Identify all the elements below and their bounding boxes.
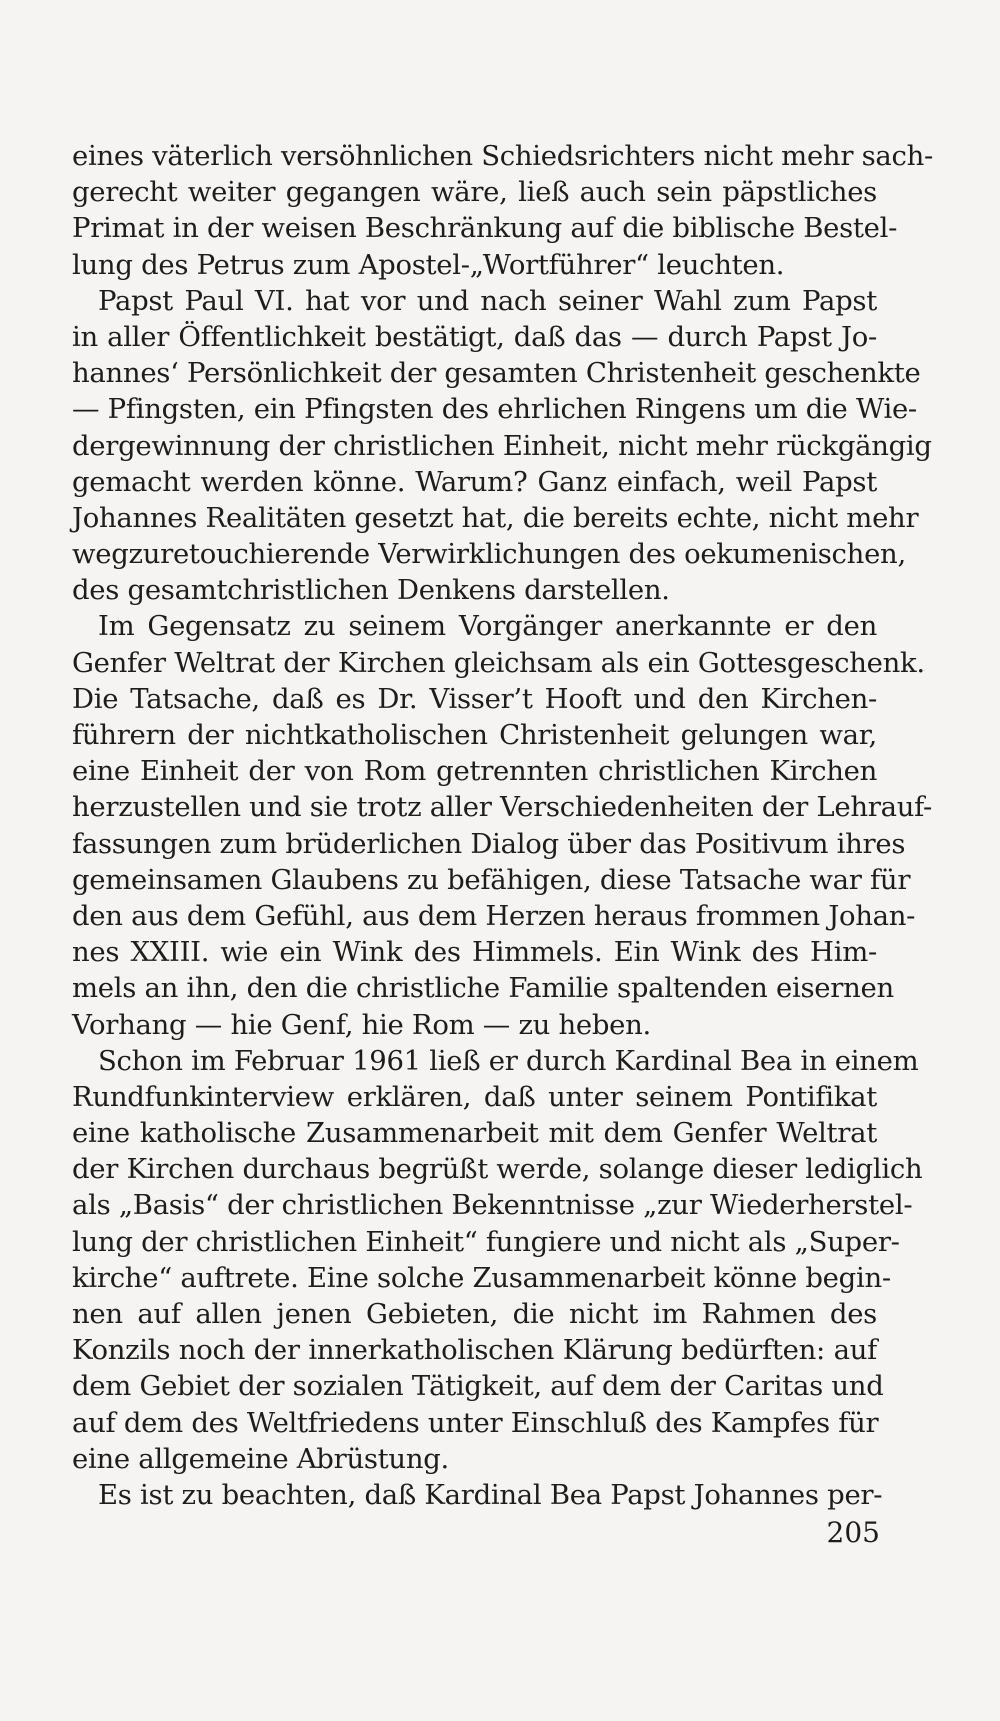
text-line: eine allgemeine Abrüstung. [72, 1442, 449, 1475]
text-line: nes XXIII. wie ein Wink des Himmels. Ein Wink des Him- [72, 936, 877, 969]
text-line: fassungen zum brüderlichen Dialog über das Positivum ihres [72, 827, 906, 860]
text-line: eines väterlich versöhnlichen Schiedsrichters nicht mehr sach- [72, 140, 934, 172]
text-line: Im Gegensatz zu seinem Vorgänger anerkannte er den [98, 610, 877, 643]
text-line: lung der christlichen Einheit“ fungiere und nicht als „Super- [72, 1225, 900, 1258]
text-line: Papst Paul VI. hat vor und nach seiner Wahl zum Papst [98, 284, 877, 317]
text-line: lung des Petrus zum Apostel-„Wortführer“ leuchten. [72, 248, 785, 281]
text-line: nen auf allen jenen Gebieten, die nicht im Rahmen des [72, 1298, 877, 1330]
text-line: auf dem des Weltfriedens unter Einschluß des Kampfes für [72, 1406, 879, 1439]
text-line: Konzils noch der innerkatholischen Klärung bedürften: auf [72, 1334, 877, 1367]
text-line: den aus dem Gefühl, aus dem Herzen heraus frommen Johan- [72, 899, 916, 932]
text-line: eine Einheit der von Rom getrennten christlichen Kirchen [72, 755, 877, 788]
text-line: eine katholische Zusammenarbeit mit dem Genfer Weltrat [72, 1117, 877, 1150]
text-line: Schon im Februar 1961 ließ er durch Kardinal Bea in einem [98, 1044, 919, 1077]
text-line: Die Tatsache, daß es Dr. Visser’t Hooft und den Kirchen- [72, 682, 877, 715]
text-line: in aller Öffentlichkeit bestätigt, daß das — durch Papst Jo- [72, 320, 877, 353]
text-line: Genfer Weltrat der Kirchen gleichsam als ein Gottesgeschenk. [72, 646, 925, 679]
text-line: — Pfingsten, ein Pfingsten des ehrlichen Ringens um die Wie- [72, 393, 917, 426]
text-line: kirche“ auftrete. Eine solche Zusammenarbeit könne begin- [72, 1261, 891, 1294]
text-line: dem Gebiet der sozialen Tätigkeit, auf dem der Caritas und [72, 1370, 884, 1403]
text-line: gemeinsamen Glaubens zu befähigen, diese Tatsache war für [72, 863, 911, 896]
text-line: Vorhang — hie Genf, hie Rom — zu heben. [72, 1008, 651, 1041]
text-line: des gesamtchristlichen Denkens darstellen. [72, 574, 670, 607]
text-line: mels an ihn, den die christliche Familie spaltenden eisernen [72, 972, 894, 1005]
text-line: Es ist zu beachten, daß Kardinal Bea Papst Johannes per- [98, 1478, 883, 1511]
text-line: der Kirchen durchaus begrüßt werde, solange dieser lediglich [72, 1153, 923, 1186]
text-line: führern der nichtkatholischen Christenheit gelungen war, [72, 719, 877, 751]
text-line: als „Basis“ der christlichen Bekenntnisse „zur Wiederherstel- [72, 1189, 913, 1222]
text-line: hannes‘ Persönlichkeit der gesamten Christenheit geschenkte [72, 357, 921, 390]
text-line: dergewinnung der christlichen Einheit, nicht mehr rückgängig [72, 429, 932, 462]
text-line: gemacht werden könne. Warum? Ganz einfach, weil Papst [72, 465, 877, 498]
page-number: 205 [826, 1516, 880, 1549]
text-line: wegzuretouchierende Verwirklichungen des oekumenischen, [72, 538, 906, 571]
body-text [72, 138, 934, 1513]
text-line: gerecht weiter gegangen wäre, ließ auch sein päpstliches [72, 176, 877, 209]
text-line: Rundfunkinterview erklären, daß unter seinem Pontifikat [72, 1080, 877, 1113]
text-line: Johannes Realitäten gesetzt hat, die bereits echte, nicht mehr [72, 501, 919, 534]
text-line: herzustellen und sie trotz aller Verschiedenheiten der Lehrauf- [72, 791, 933, 824]
text-line: Primat in der weisen Beschränkung auf die biblische Bestel- [72, 212, 898, 245]
